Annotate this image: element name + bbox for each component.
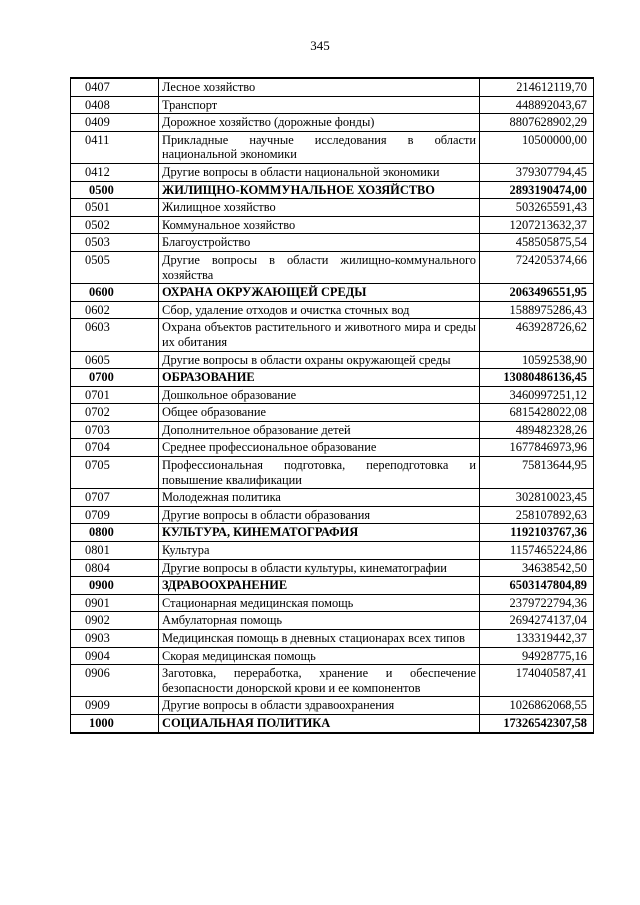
row-name: Дошкольное образование bbox=[159, 386, 480, 404]
table-row bbox=[71, 78, 594, 96]
row-code: 0502 bbox=[71, 216, 159, 234]
table-row bbox=[71, 301, 594, 319]
row-code: 0901 bbox=[71, 594, 159, 612]
row-name: Прикладные научные исследования в области национальной экономики bbox=[159, 131, 480, 163]
row-amount: 489482328,26 bbox=[480, 421, 594, 439]
table-row bbox=[71, 439, 594, 457]
row-name: Лесное хозяйство bbox=[159, 78, 480, 96]
row-amount: 503265591,43 bbox=[480, 199, 594, 217]
row-code: 0605 bbox=[71, 351, 159, 369]
row-code: 0801 bbox=[71, 542, 159, 560]
row-name: Жилищное хозяйство bbox=[159, 199, 480, 217]
table-row bbox=[71, 630, 594, 648]
row-code: 0411 bbox=[71, 131, 159, 163]
row-code: 0603 bbox=[71, 319, 159, 351]
row-amount: 458505875,54 bbox=[480, 234, 594, 252]
table-row bbox=[71, 594, 594, 612]
row-amount: 13080486136,45 bbox=[480, 369, 594, 387]
row-name: Заготовка, переработка, хранение и обеспечение безопасности донорской крови и ее компонентов bbox=[159, 665, 480, 697]
row-code: 0900 bbox=[71, 577, 159, 595]
row-code: 0909 bbox=[71, 697, 159, 715]
row-name: Амбулаторная помощь bbox=[159, 612, 480, 630]
table-row bbox=[71, 131, 594, 163]
row-name: ЗДРАВООХРАНЕНИЕ bbox=[159, 577, 480, 595]
row-amount: 133319442,37 bbox=[480, 630, 594, 648]
section-row bbox=[71, 369, 594, 387]
row-code: 0407 bbox=[71, 78, 159, 96]
table-row bbox=[71, 559, 594, 577]
row-code: 0408 bbox=[71, 96, 159, 114]
budget-table-body bbox=[71, 78, 594, 733]
row-name: Профессиональная подготовка, переподготовка и повышение квалификации bbox=[159, 457, 480, 489]
row-code: 0902 bbox=[71, 612, 159, 630]
table-row bbox=[71, 351, 594, 369]
row-amount: 463928726,62 bbox=[480, 319, 594, 351]
row-amount: 174040587,41 bbox=[480, 665, 594, 697]
row-name: Скорая медицинская помощь bbox=[159, 647, 480, 665]
row-code: 0701 bbox=[71, 386, 159, 404]
table-row bbox=[71, 96, 594, 114]
row-amount: 34638542,50 bbox=[480, 559, 594, 577]
section-row bbox=[71, 714, 594, 732]
row-name: Другие вопросы в области образования bbox=[159, 506, 480, 524]
row-amount: 17326542307,58 bbox=[480, 714, 594, 732]
table-row bbox=[71, 404, 594, 422]
row-amount: 75813644,95 bbox=[480, 457, 594, 489]
row-code: 0700 bbox=[71, 369, 159, 387]
row-name: Дополнительное образование детей bbox=[159, 421, 480, 439]
row-amount: 1207213632,37 bbox=[480, 216, 594, 234]
row-name: Среднее профессиональное образование bbox=[159, 439, 480, 457]
row-name: Другие вопросы в области культуры, кинематографии bbox=[159, 559, 480, 577]
row-name: Другие вопросы в области здравоохранения bbox=[159, 697, 480, 715]
row-code: 0709 bbox=[71, 506, 159, 524]
row-code: 0503 bbox=[71, 234, 159, 252]
row-code: 0600 bbox=[71, 284, 159, 302]
row-amount: 3460997251,12 bbox=[480, 386, 594, 404]
row-name: Культура bbox=[159, 542, 480, 560]
row-name: ОХРАНА ОКРУЖАЮЩЕЙ СРЕДЫ bbox=[159, 284, 480, 302]
row-code: 0904 bbox=[71, 647, 159, 665]
row-amount: 94928775,16 bbox=[480, 647, 594, 665]
section-row bbox=[71, 524, 594, 542]
table-row bbox=[71, 489, 594, 507]
row-amount: 724205374,66 bbox=[480, 251, 594, 283]
table-row bbox=[71, 542, 594, 560]
row-name: Медицинская помощь в дневных стационарах всех типов bbox=[159, 630, 480, 648]
section-row bbox=[71, 284, 594, 302]
row-name: Охрана объектов растительного и животного мира и среды их обитания bbox=[159, 319, 480, 351]
row-name: Коммунальное хозяйство bbox=[159, 216, 480, 234]
budget-table bbox=[70, 77, 594, 734]
table-row bbox=[71, 612, 594, 630]
table-row bbox=[71, 665, 594, 697]
row-code: 0500 bbox=[71, 181, 159, 199]
row-name: КУЛЬТУРА, КИНЕМАТОГРАФИЯ bbox=[159, 524, 480, 542]
row-name: Другие вопросы в области национальной экономики bbox=[159, 163, 480, 181]
row-amount: 1588975286,43 bbox=[480, 301, 594, 319]
row-code: 1000 bbox=[71, 714, 159, 732]
table-row bbox=[71, 216, 594, 234]
row-code: 0903 bbox=[71, 630, 159, 648]
row-amount: 6503147804,89 bbox=[480, 577, 594, 595]
table-row bbox=[71, 421, 594, 439]
row-code: 0707 bbox=[71, 489, 159, 507]
row-amount: 258107892,63 bbox=[480, 506, 594, 524]
row-code: 0705 bbox=[71, 457, 159, 489]
row-name: Другие вопросы в области охраны окружающей среды bbox=[159, 351, 480, 369]
row-code: 0804 bbox=[71, 559, 159, 577]
row-name: Благоустройство bbox=[159, 234, 480, 252]
row-code: 0800 bbox=[71, 524, 159, 542]
row-amount: 379307794,45 bbox=[480, 163, 594, 181]
row-amount: 1157465224,86 bbox=[480, 542, 594, 560]
table-row bbox=[71, 319, 594, 351]
row-name: Дорожное хозяйство (дорожные фонды) bbox=[159, 114, 480, 132]
row-name: Другие вопросы в области жилищно-коммунального хозяйства bbox=[159, 251, 480, 283]
table-row bbox=[71, 457, 594, 489]
table-row bbox=[71, 506, 594, 524]
row-code: 0702 bbox=[71, 404, 159, 422]
section-row bbox=[71, 577, 594, 595]
row-amount: 214612119,70 bbox=[480, 78, 594, 96]
row-amount: 1192103767,36 bbox=[480, 524, 594, 542]
table-row bbox=[71, 199, 594, 217]
row-code: 0412 bbox=[71, 163, 159, 181]
row-name: Общее образование bbox=[159, 404, 480, 422]
row-amount: 302810023,45 bbox=[480, 489, 594, 507]
row-amount: 10592538,90 bbox=[480, 351, 594, 369]
row-amount: 6815428022,08 bbox=[480, 404, 594, 422]
table-row bbox=[71, 114, 594, 132]
row-amount: 8807628902,29 bbox=[480, 114, 594, 132]
row-code: 0906 bbox=[71, 665, 159, 697]
row-amount: 2893190474,00 bbox=[480, 181, 594, 199]
row-name: Молодежная политика bbox=[159, 489, 480, 507]
table-row bbox=[71, 163, 594, 181]
table-row bbox=[71, 234, 594, 252]
row-name: Транспорт bbox=[159, 96, 480, 114]
row-amount: 2694274137,04 bbox=[480, 612, 594, 630]
table-row bbox=[71, 697, 594, 715]
row-name: СОЦИАЛЬНАЯ ПОЛИТИКА bbox=[159, 714, 480, 732]
row-name: Сбор, удаление отходов и очистка сточных вод bbox=[159, 301, 480, 319]
table-row bbox=[71, 251, 594, 283]
row-amount: 10500000,00 bbox=[480, 131, 594, 163]
row-amount: 2063496551,95 bbox=[480, 284, 594, 302]
row-code: 0409 bbox=[71, 114, 159, 132]
row-code: 0505 bbox=[71, 251, 159, 283]
row-name: Стационарная медицинская помощь bbox=[159, 594, 480, 612]
row-code: 0703 bbox=[71, 421, 159, 439]
row-code: 0704 bbox=[71, 439, 159, 457]
row-code: 0501 bbox=[71, 199, 159, 217]
row-code: 0602 bbox=[71, 301, 159, 319]
section-row bbox=[71, 181, 594, 199]
row-amount: 2379722794,36 bbox=[480, 594, 594, 612]
table-row bbox=[71, 647, 594, 665]
page-number: 345 bbox=[310, 38, 330, 53]
row-amount: 1026862068,55 bbox=[480, 697, 594, 715]
row-name: ОБРАЗОВАНИЕ bbox=[159, 369, 480, 387]
row-name: ЖИЛИЩНО-КОММУНАЛЬНОЕ ХОЗЯЙСТВО bbox=[159, 181, 480, 199]
row-amount: 448892043,67 bbox=[480, 96, 594, 114]
table-row bbox=[71, 386, 594, 404]
row-amount: 1677846973,96 bbox=[480, 439, 594, 457]
